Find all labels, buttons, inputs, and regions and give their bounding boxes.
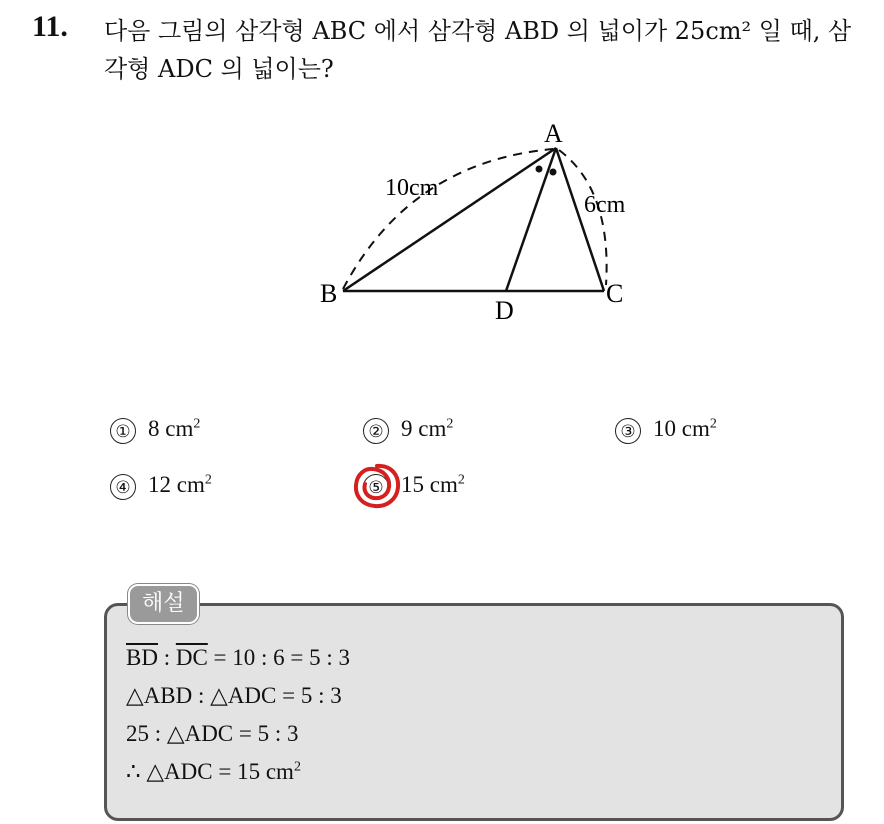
choice-mark: ④ xyxy=(110,474,136,500)
solution-line-1: $\overline{BD}$ : $\overline{DC} = 10$ : 6 = 5 : 3 xyxy=(126,645,351,670)
label-c: C xyxy=(606,279,624,308)
choice-mark: ③ xyxy=(615,418,641,444)
question-text: 다음 그림의 삼각형 ABC 에서 삼각형 ABD 의 넓이가 25cm² 일 때, 삼각형 ADC 의 넓이는? xyxy=(104,17,852,83)
side-ac-length: 6cm xyxy=(584,192,626,218)
solution-line-2: △ABD : △ADC = 5 : 3 xyxy=(126,683,342,708)
choice-value: 15 xyxy=(401,472,424,497)
bisector-ad xyxy=(506,148,556,291)
solution-tag: 해설 xyxy=(128,584,199,624)
choice-value: 12 xyxy=(148,472,171,497)
choice-mark: ② xyxy=(363,418,389,444)
side-ab-length: 10cm xyxy=(385,175,439,201)
question-number: 11. xyxy=(32,10,68,43)
choice-3[interactable]: ③ 10 $cm^2$ xyxy=(615,416,717,444)
choice-4[interactable]: ④ 12 $cm^2$ xyxy=(110,472,212,500)
solution-line-4: ∴ △ADC = 15 $cm^2$ xyxy=(126,759,301,784)
choice-2[interactable]: ② 9 $cm^2$ xyxy=(363,416,453,444)
choice-mark: ① xyxy=(110,418,136,444)
choice-value: 10 xyxy=(653,416,676,441)
answer-circle-mark xyxy=(352,462,402,510)
angle-mark-1 xyxy=(536,166,543,173)
choice-value: 8 xyxy=(148,416,160,441)
label-a: A xyxy=(544,119,563,148)
label-d: D xyxy=(495,296,514,325)
solution-panel xyxy=(104,603,844,821)
choice-1[interactable]: ① 8 $cm^2$ xyxy=(110,416,200,444)
side-ab xyxy=(343,148,556,291)
choice-mark: ⑤ xyxy=(363,474,389,500)
solution-line-3: 25 : △ADC = 5 : 3 xyxy=(126,721,299,746)
side-ac xyxy=(556,148,604,291)
label-b: B xyxy=(320,279,338,308)
choice-value: 9 xyxy=(401,416,413,441)
choice-5[interactable]: ⑤ 15 $cm^2$ xyxy=(363,472,465,500)
angle-mark-2 xyxy=(550,169,557,176)
